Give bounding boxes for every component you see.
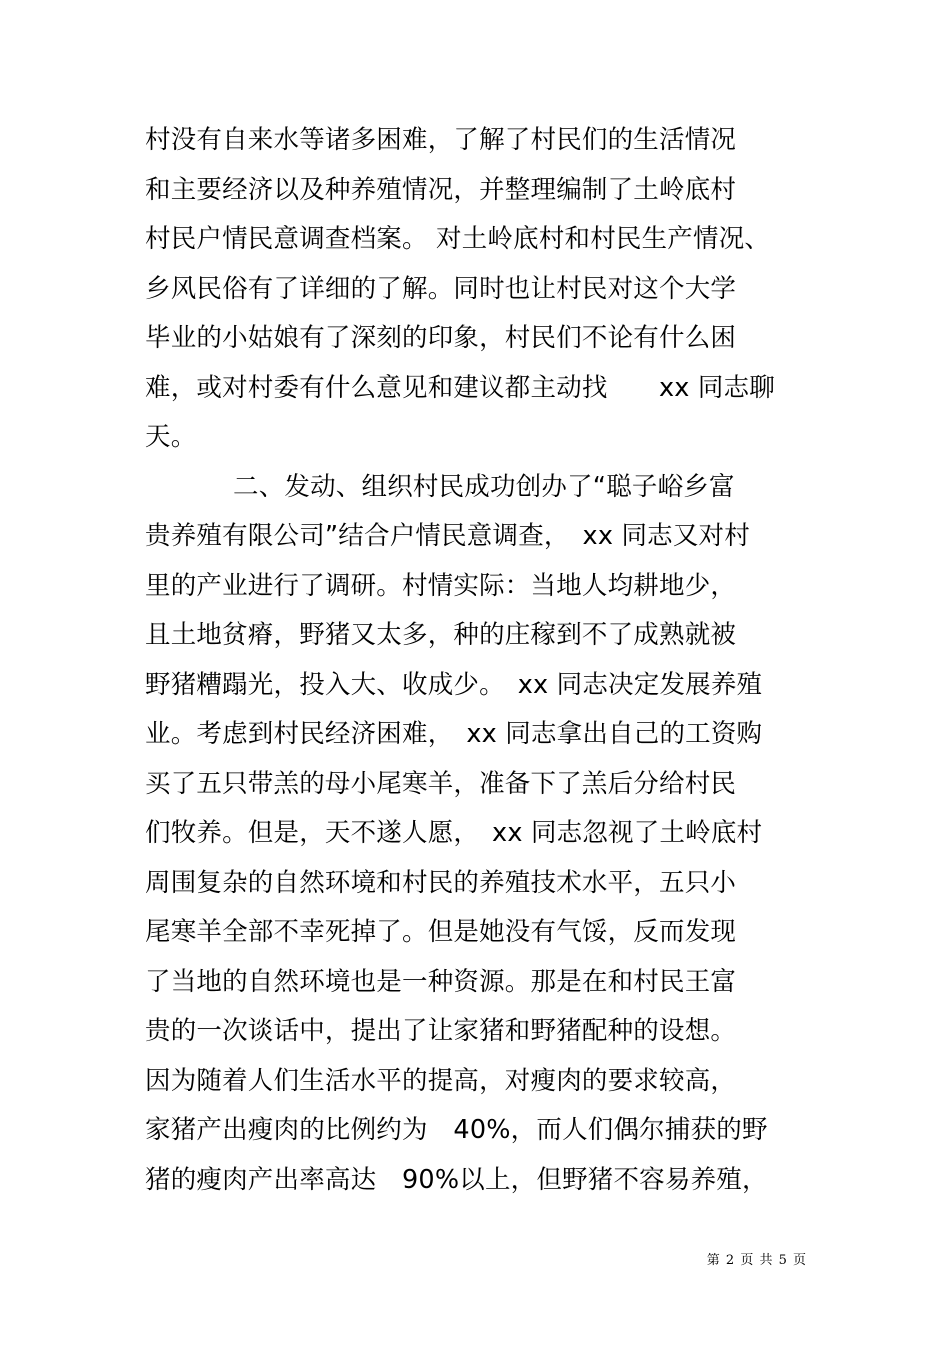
text-line: 家猪产出瘦肉的比例约为 40%，而人们偶尔捕获的野 bbox=[145, 1115, 768, 1145]
text-line: 周围复杂的自然环境和村民的养殖技术水平，五只小 bbox=[145, 867, 737, 898]
text-line: 业。考虑到村民经济困难， xx 同志拿出自己的工资购 bbox=[145, 719, 763, 749]
body-text bbox=[145, 116, 815, 1205]
text-line: 买了五只带羔的母小尾寒羊，准备下了羔后分给村民 bbox=[145, 768, 737, 799]
text-line: 猪的瘦肉产出率高达 90%以上，但野猪不容易养殖， bbox=[145, 1164, 768, 1195]
text-line: 村没有自来水等诸多困难，了解了村民们的生活情况 bbox=[145, 125, 737, 155]
text-line: 贵养殖有限公司”结合户情民意调查， xx 同志又对村 bbox=[145, 521, 750, 551]
text-line: 村民户情民意调查档案。 对土岭底村和村民生产情况、 bbox=[145, 224, 771, 254]
text-line: 乡风民俗有了详细的了解。同时也让村民对这个大学 bbox=[145, 273, 737, 304]
text-line: 们牧养。但是，天不遂人愿， xx 同志忽视了土岭底村 bbox=[145, 818, 763, 848]
page-number-footer: 第 2 页 共 5 页 bbox=[706, 1253, 807, 1268]
paragraph-start-line: 二、发动、组织村民成功创办了“聪子峪乡富 bbox=[233, 471, 735, 502]
text-line: 贵的一次谈话中，提出了让家猪和野猪配种的设想。 bbox=[145, 1016, 737, 1046]
text-line: 尾寒羊全部不幸死掉了。但是她没有气馁，反而发现 bbox=[145, 917, 737, 947]
text-line: 和主要经济以及种养殖情况，并整理编制了土岭底村 bbox=[145, 174, 737, 205]
text-line: 了当地的自然环境也是一种资源。那是在和村民王富 bbox=[145, 966, 737, 997]
text-line: 难，或对村委有什么意见和建议都主动找 xx 同志聊 bbox=[145, 372, 775, 403]
text-line: 天。 bbox=[145, 422, 197, 452]
text-line: 且土地贫瘠，野猪又太多，种的庄稼到不了成熟就被 bbox=[145, 620, 737, 650]
text-line: 野猪糟蹋光，投入大、收成少。 xx 同志决定发展养殖 bbox=[145, 669, 763, 700]
text-line: 毕业的小姑娘有了深刻的印象，村民们不论有什么困 bbox=[145, 323, 737, 353]
text-line: 里的产业进行了调研。村情实际：当地人均耕地少， bbox=[145, 570, 737, 601]
text-line: 因为随着人们生活水平的提高，对瘦肉的要求较高， bbox=[145, 1065, 737, 1096]
